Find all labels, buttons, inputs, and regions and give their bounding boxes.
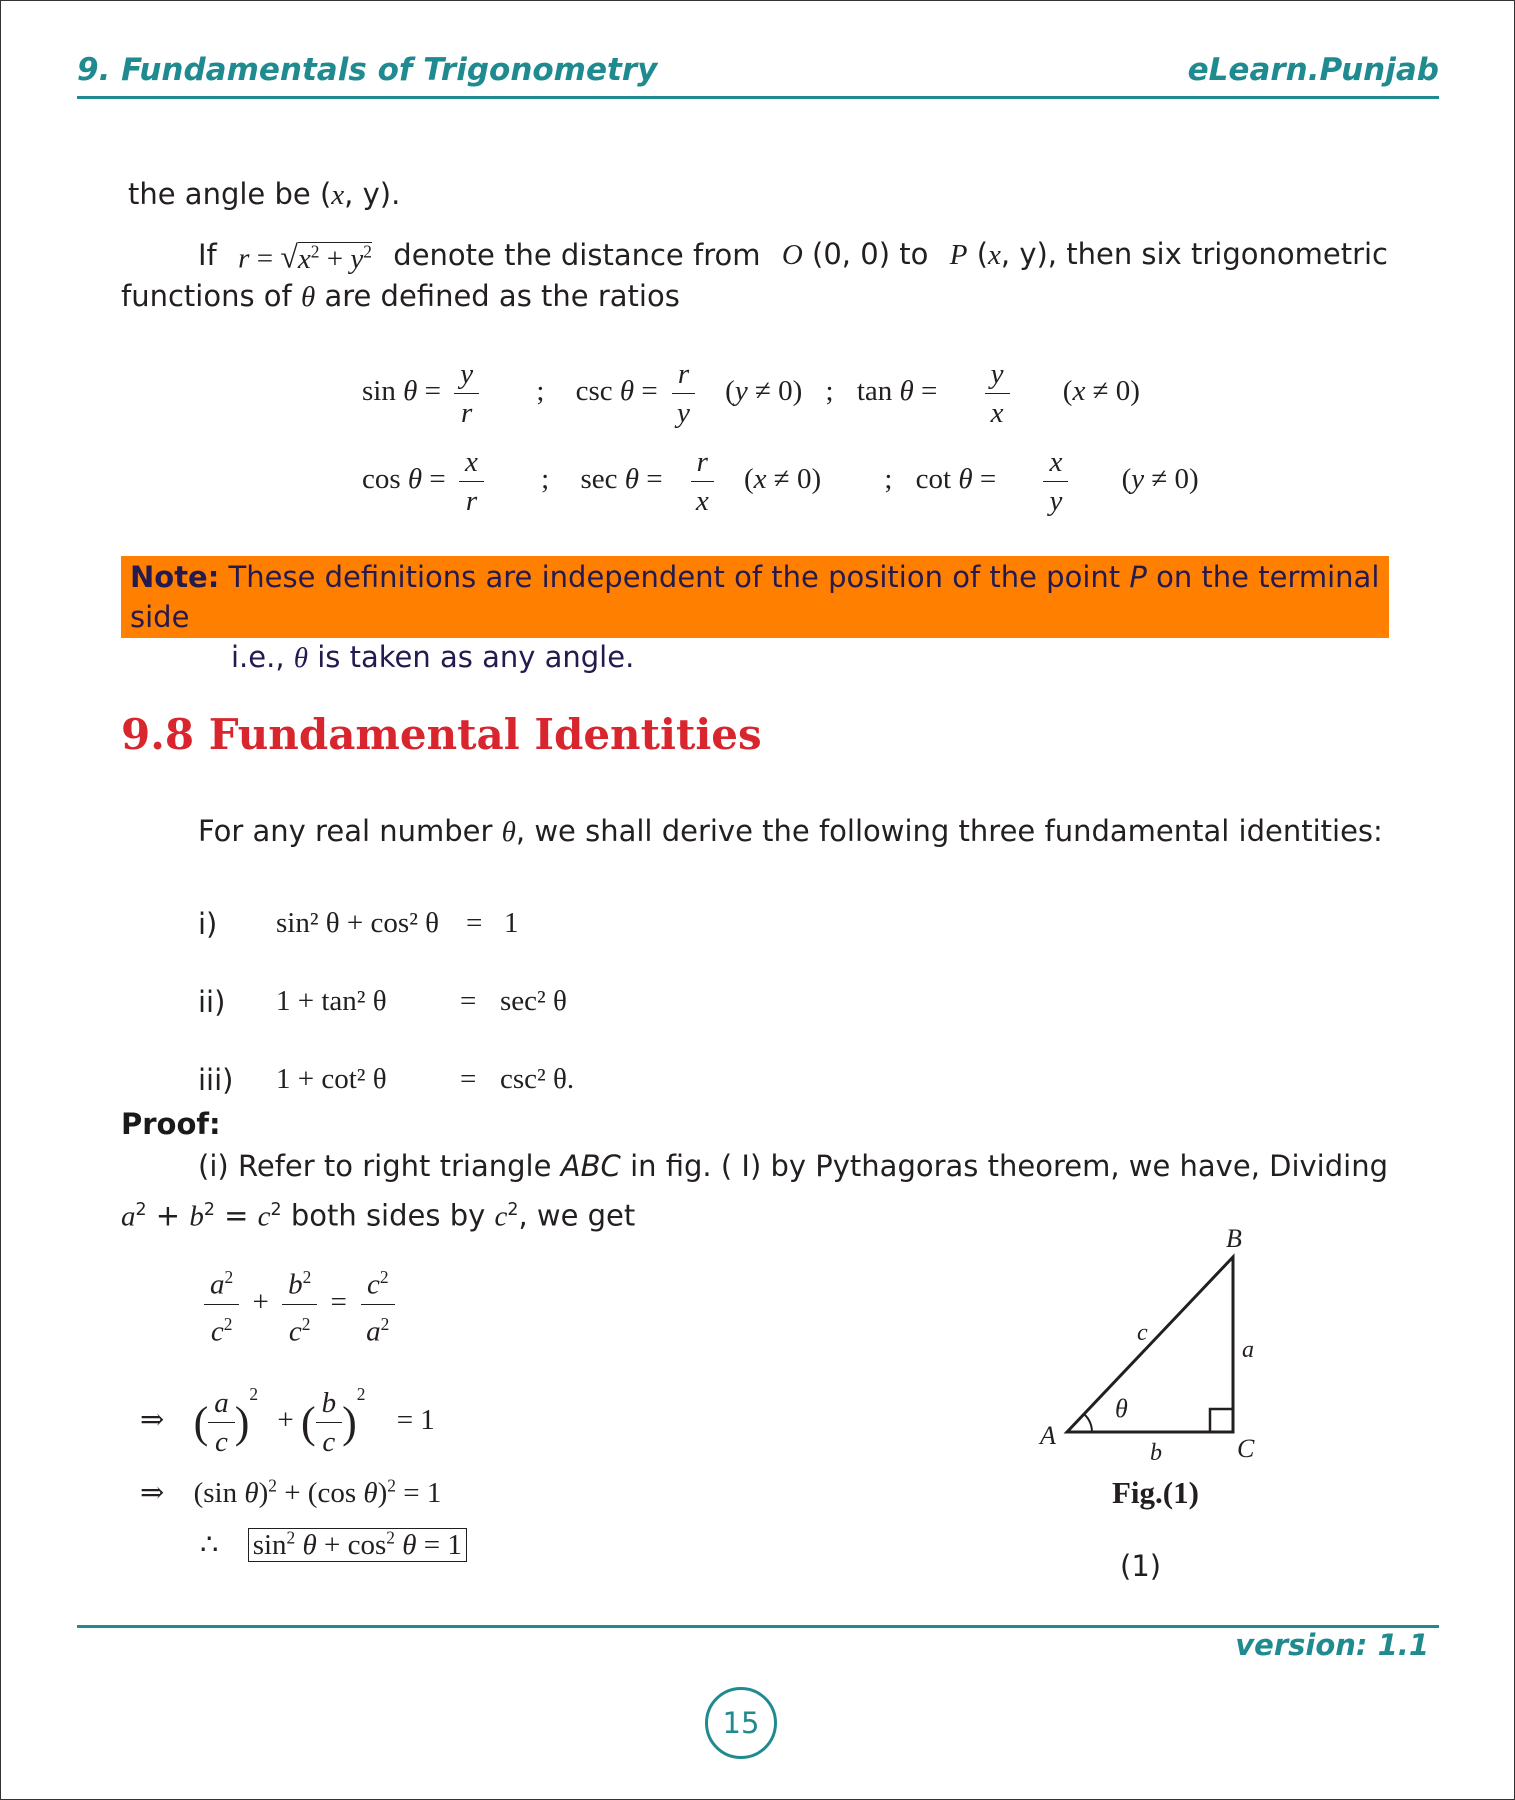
triangle-shape: [1067, 1257, 1233, 1432]
right-triangle-figure: [1020, 1225, 1260, 1465]
proof-label: Proof:: [121, 1107, 221, 1141]
proof-line-1: (i) Refer to right triangle ABC in fig. ( I) by Pythagoras theorem, we have, Dividing: [198, 1149, 1388, 1183]
header-rule: [77, 96, 1439, 99]
derivation-fractions: $\frac{a^2}{c^2}$ + $\frac{b^2}{c^2}$ = $\frac{c^2}{a^2}$: [198, 1258, 401, 1350]
figure-caption: Fig.(1): [1112, 1475, 1199, 1510]
note-box: Note: These definitions are independent of the position of the point P on the terminal side i.e., θ is taken as any angle.: [121, 556, 1389, 638]
angle-arc: [1084, 1414, 1092, 1432]
proof-line-2: $a^2 + b^2 = c^2$ both sides by $c^2$, we get: [121, 1198, 636, 1233]
page-number: 15: [705, 1687, 777, 1759]
identity-item: iii) 1 + cot² θ = csc² θ.: [198, 1063, 575, 1097]
side-label-c: c: [1137, 1320, 1148, 1346]
intro-line-3: functions of θ are defined as the ratios: [121, 279, 680, 313]
angle-label-theta: θ: [1115, 1394, 1128, 1423]
vertex-label-a: A: [1040, 1421, 1056, 1450]
chapter-title: 9. Fundamentals of Trigonometry: [77, 52, 658, 88]
identity-item: i) sin² θ + cos² θ = 1: [198, 907, 519, 941]
vertex-label-b: B: [1226, 1225, 1242, 1253]
version-label: version: 1.1: [1235, 1628, 1429, 1662]
intro-line-2: If $r = √x^2 + y^2$ denote the distance from O (0, 0) to P (x, y), then six trigonometric: [198, 237, 1388, 275]
vertex-label-c: C: [1237, 1434, 1255, 1463]
side-label-b: b: [1150, 1440, 1162, 1465]
identities-intro: For any real number θ, we shall derive the following three fundamental identities:: [198, 814, 1383, 848]
right-angle-marker: [1210, 1409, 1233, 1432]
derivation-step-1: ⇒ ( $\frac{a}{c}$ )$^2$ + ( $\frac{b}{c}$ )$^2$ = 1: [140, 1384, 435, 1458]
identity-list: [198, 903, 798, 1137]
derivation-step-2: ⇒ (sin θ)$^2$ + (cos θ)$^2$ = 1: [140, 1475, 442, 1509]
section-title: 9.8 Fundamental Identities: [121, 710, 762, 759]
brand-label: eLearn.Punjab: [1187, 52, 1439, 88]
trig-definitions-row-2: cos θ = $\frac{x}{r}$ ; sec θ = $\frac{r}{x}$ (x ≠ 0) ; cot θ = $\frac{x}{y}$ (y ≠ 0): [362, 443, 1199, 520]
figure-subcaption: (1): [1120, 1549, 1162, 1583]
derivation-result: ∴ $\sin^2 \theta + \cos^2 \theta = 1$: [200, 1527, 467, 1562]
side-label-a: a: [1242, 1337, 1254, 1363]
identity-item: ii) 1 + tan² θ = sec² θ: [198, 985, 567, 1019]
note-label: Note:: [130, 560, 220, 594]
trig-definitions-row-1: sin θ = $\frac{y}{r}$ ; csc θ = $\frac{r}{y}$ (y ≠ 0) ; tan θ = $\frac{y}{x}$ (x ≠ 0): [362, 355, 1140, 432]
intro-line-1: the angle be (x, y).: [128, 177, 401, 211]
